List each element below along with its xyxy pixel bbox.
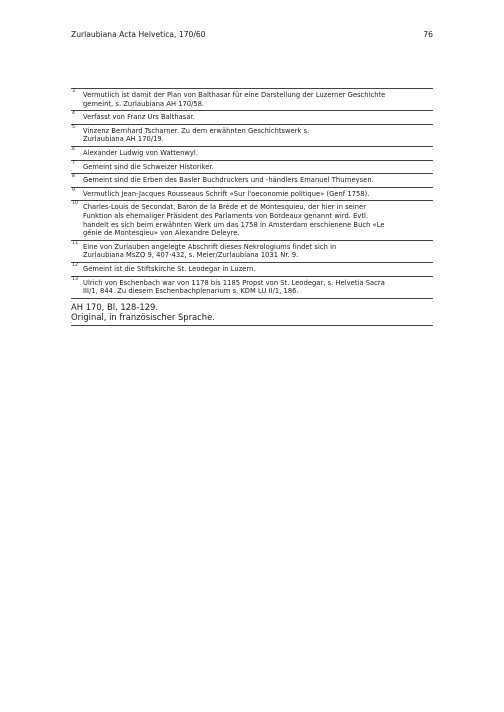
footnote-text: Gemeint sind die Schweizer Historiker. [83,162,214,171]
footnote-number: 11 [72,240,78,246]
footnote-text: Charles-Louis de Secondat, Baron de la Brède et de Montesquieu, der hier in seiner Funktion als ehemaliger Präsident des Parlaments von Bordeaux genannt wird. Evtl. handelt es sich beim erwähnten Werk um das 1758 in Amsterdam erschienene Buch «Le génie de Montesqieu» von Alexandre Deleyre. [83,203,385,238]
footnote-number: 5 [72,124,75,130]
footnotes-list [71,88,433,326]
footnote-number: 9 [72,187,75,193]
footnote [71,262,433,276]
footnote-text: Vinzenz Bernhard Tscharner. Zu dem erwähnten Geschichtswerk s. Zurlaubiana AH 170/19. [83,126,310,144]
footnote [71,200,433,239]
footnote-text: Vermutlich ist damit der Plan von Balthasar für eine Darstellung der Luzerner Geschichte gemeint, s. Zurlaubiana AH 170/58. [83,91,386,108]
footnote-number: 10 [72,201,78,207]
footnote-number: 6 [72,146,75,152]
footnote-text: Eine von Zurlauben angelegte Abschrift dieses Nekrologiums findet sich in Zurlaubiana MsZQ 9, 407-432, s. Meier/Zurlaubiana 1031 Nr. 9. [83,242,337,260]
page-header [71,29,433,41]
footnote [71,110,433,124]
footnote [71,146,433,160]
footnote [71,240,433,262]
footnote-text: Gemeint sind die Erben des Basler Buchdruckers und -händlers Emanuel Thurneysen. [83,176,374,185]
footnote [71,88,433,110]
running-title: Zurlaubiana Acta Helvetica, 170/60 [71,30,206,39]
footnote [71,160,433,174]
footnote-text: Gemeint ist die Stiftskirche St. Leodegar in Luzern. [83,264,256,273]
footnote-number: 13 [72,276,78,282]
footnote [71,173,433,187]
footnote-text: Vermutlich Jean-Jacques Rousseaus Schrift «Sur l'oeconomie politique» (Genf 1758). [83,189,370,198]
footnote-number: 7 [72,160,75,166]
footnote-text: Verfasst von Franz Urs Balthasar. [83,113,195,122]
footnote [71,276,433,298]
footnote [71,187,433,201]
footnote-number: 4 [72,111,75,117]
footnote [71,124,433,146]
footnote-text: Ulrich von Eschenbach war von 1178 bis 1185 Propst von St. Leodegar, s. Helvetia Sacra III/1, 844. Zu diesem Eschenbachplenarium s. KDM LU II/1, 186. [83,278,385,296]
footnote-number: 12 [72,262,78,268]
footnote-number: 3 [72,89,75,94]
page-number: 76 [423,30,433,39]
footnote-number: 8 [72,174,75,180]
footnote-text: Alexander Ludwig von Wattenwyl. [83,148,199,157]
source-note: AH 170, Bl. 128-129. Original, in französischer Sprache. [71,298,433,326]
